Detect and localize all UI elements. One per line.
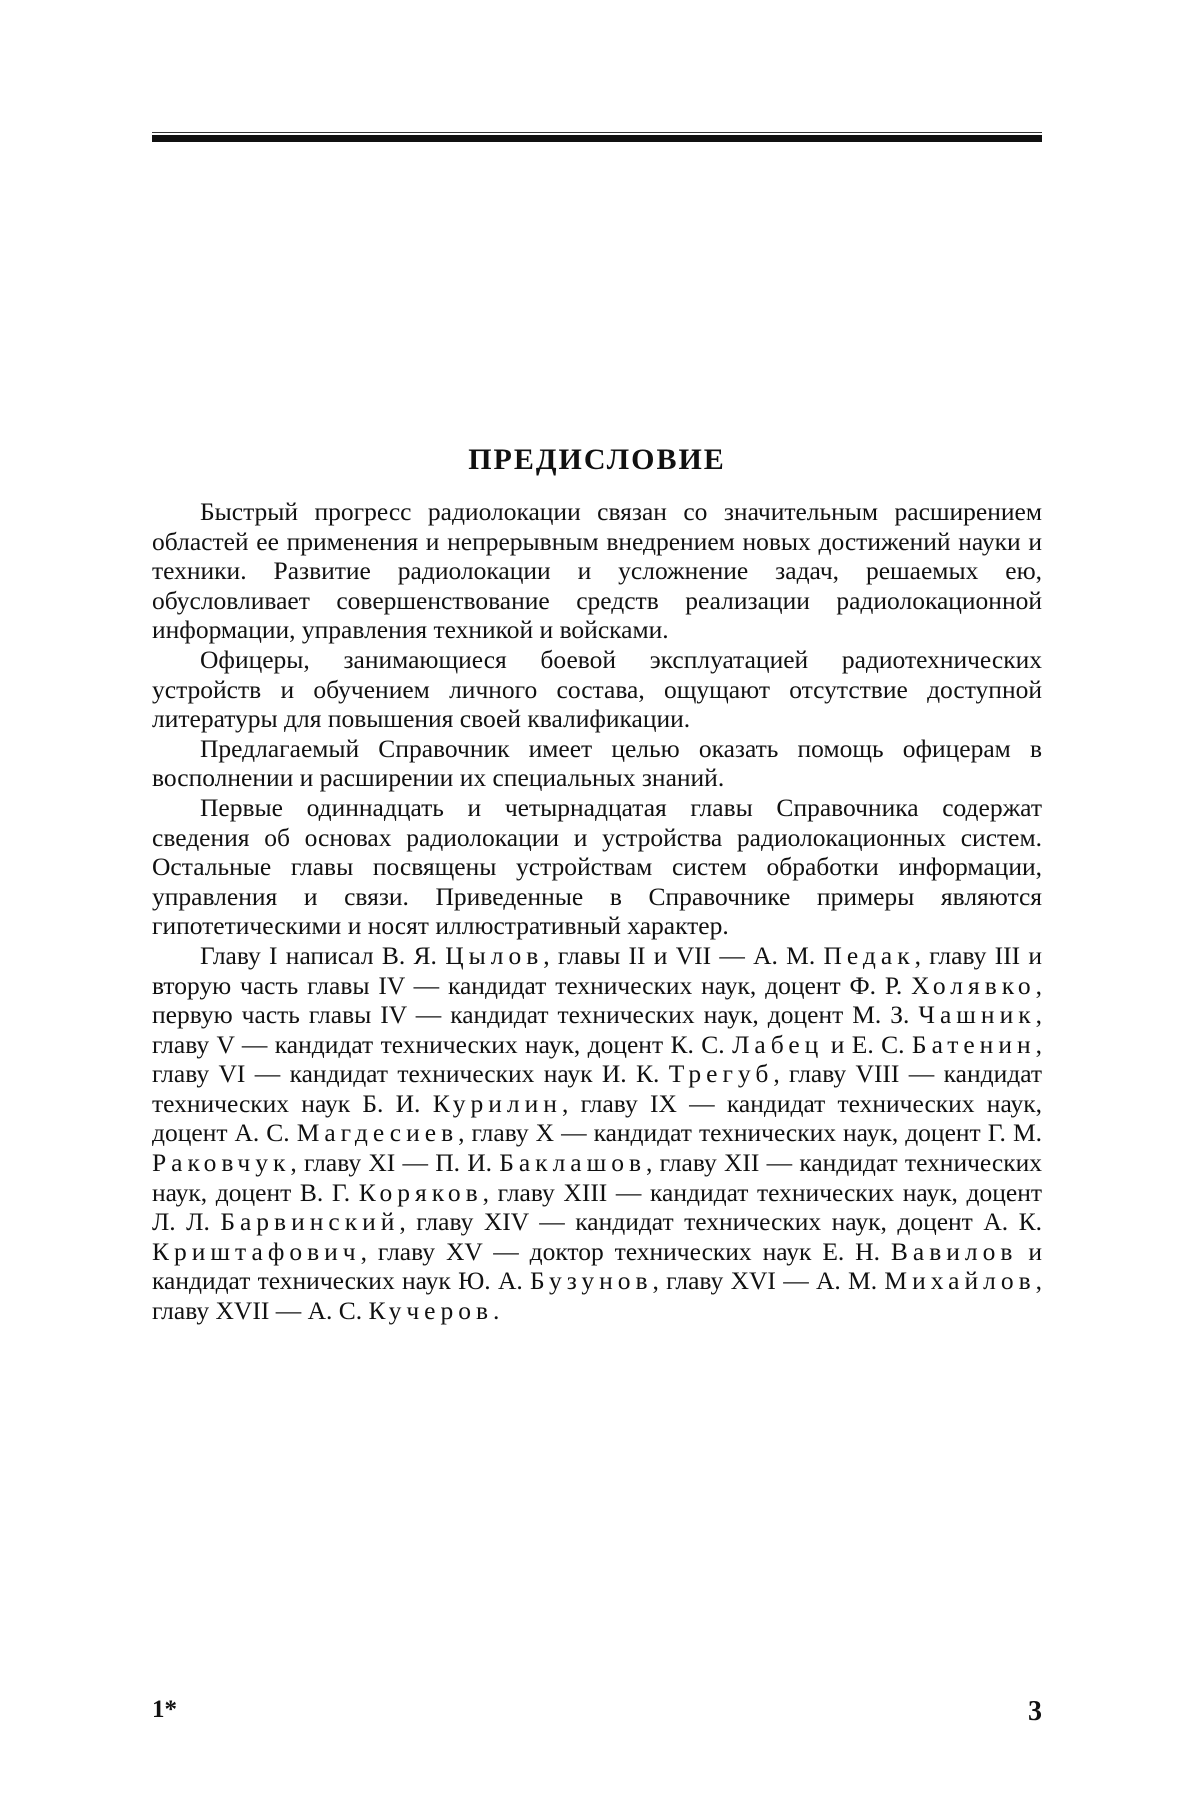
paragraph-2: Офицеры, занимающиеся боевой эксплуатацией радиотехнических устройств и обучением личного состава, ощущают отсутствие доступной литературы для повышения своей квалификации. bbox=[152, 644, 1042, 734]
author-name: Баклашов bbox=[499, 1148, 647, 1178]
authors-text: , главу XVI — А. М. bbox=[652, 1266, 885, 1296]
authors-text: и кандидат технических наук Ю. А. bbox=[152, 1236, 1042, 1296]
authors-text: . bbox=[493, 1296, 500, 1326]
author-name: Барвинский bbox=[220, 1207, 400, 1237]
top-rule bbox=[152, 132, 1042, 144]
top-rule-thin-line bbox=[152, 132, 1042, 133]
author-name: Магдесиев bbox=[296, 1118, 459, 1148]
paragraph-1: Быстрый прогресс радиолокации связан со значительным расширением областей ее применения и непрерывным внедрением новых достижений науки и техники. Развитие радиолокации и усложнение задач, решаемых ею, обусловливает совершенствование средств реализации радиолокационной информации, управления техникой и войсками. bbox=[152, 497, 1042, 645]
authors-text: , главу III и вторую часть главы IV — кандидат технических наук, доцент Ф. Р. bbox=[152, 940, 1043, 1000]
page-number: 3 bbox=[1028, 1696, 1042, 1727]
authors-text: , главу V — кандидат технических наук, доцент К. С. bbox=[152, 1000, 1042, 1059]
author-name: Коряков bbox=[358, 1177, 483, 1207]
author-name: Криштафович bbox=[152, 1236, 361, 1266]
authors-text: , главу XIV — кандидат технических наук, доцент А. К. bbox=[399, 1207, 1042, 1237]
authors-paragraph bbox=[152, 941, 1042, 1326]
authors-text: , первую часть главы IV — кандидат технических наук, доцент М. З. bbox=[152, 970, 1042, 1030]
page-title: ПРЕДИСЛОВИЕ bbox=[468, 443, 726, 476]
authors-text: , главу VI — кандидат технических наук И. К. bbox=[152, 1029, 1042, 1089]
author-name: Раковчук bbox=[152, 1148, 291, 1178]
author-name: Батенин bbox=[911, 1029, 1036, 1059]
authors-text: , главу VIII — кандидат технических наук Б. И. bbox=[152, 1059, 1042, 1118]
authors-text: Главу I написал В. Я. bbox=[200, 940, 446, 970]
author-name: Курилин bbox=[432, 1088, 562, 1118]
authors-text: , главу XIII — кандидат технических наук, доцент Л. Л. bbox=[152, 1177, 1042, 1237]
author-name: Цылов bbox=[445, 940, 544, 970]
author-name: Вавилов bbox=[890, 1236, 1018, 1266]
authors-text: , главу IX — кандидат технических наук, доцент А. С. bbox=[152, 1088, 1042, 1148]
author-name: Михайлов bbox=[884, 1266, 1036, 1296]
authors-text: и Е. С. bbox=[823, 1029, 912, 1059]
author-name: Кучеров bbox=[368, 1296, 494, 1326]
preface-body bbox=[152, 497, 1042, 1326]
author-name: Лабец bbox=[732, 1029, 824, 1059]
paragraph-3: Предлагаемый Справочник имеет целью оказать помощь офицерам в восполнении и расширении их специальных знаний. bbox=[152, 733, 1042, 793]
author-name: Педак bbox=[823, 940, 915, 970]
authors-text: , главу XV — доктор технических наук Е. Н. bbox=[360, 1236, 891, 1266]
author-name: Холявко bbox=[911, 970, 1036, 1000]
authors-text: , главу XI — П. И. bbox=[290, 1148, 500, 1178]
author-name: Бузунов bbox=[530, 1266, 653, 1296]
paragraph-4: Первые одиннадцать и четырнадцатая главы Справочника содержат сведения об основах радиолокации и устройства радиолокационных систем. Остальные главы посвящены устройствам систем обработки информации, управления и связи. Приведенные в Справочнике примеры являются гипотетическими и носят иллюстративный характер. bbox=[152, 792, 1042, 941]
top-rule-thick-line bbox=[152, 135, 1042, 142]
signature-mark: 1* bbox=[152, 1696, 177, 1723]
author-name: Чашник bbox=[918, 1000, 1036, 1030]
authors-text: , главу XII — кандидат технических наук, доцент В. Г. bbox=[152, 1148, 1042, 1207]
authors-text: , главу XVII — А. С. bbox=[152, 1266, 1042, 1326]
authors-text: , главы II и VII — А. М. bbox=[543, 940, 824, 970]
authors-text: , главу X — кандидат технических наук, доцент Г. М. bbox=[458, 1118, 1042, 1148]
author-name: Трегуб bbox=[668, 1059, 774, 1089]
